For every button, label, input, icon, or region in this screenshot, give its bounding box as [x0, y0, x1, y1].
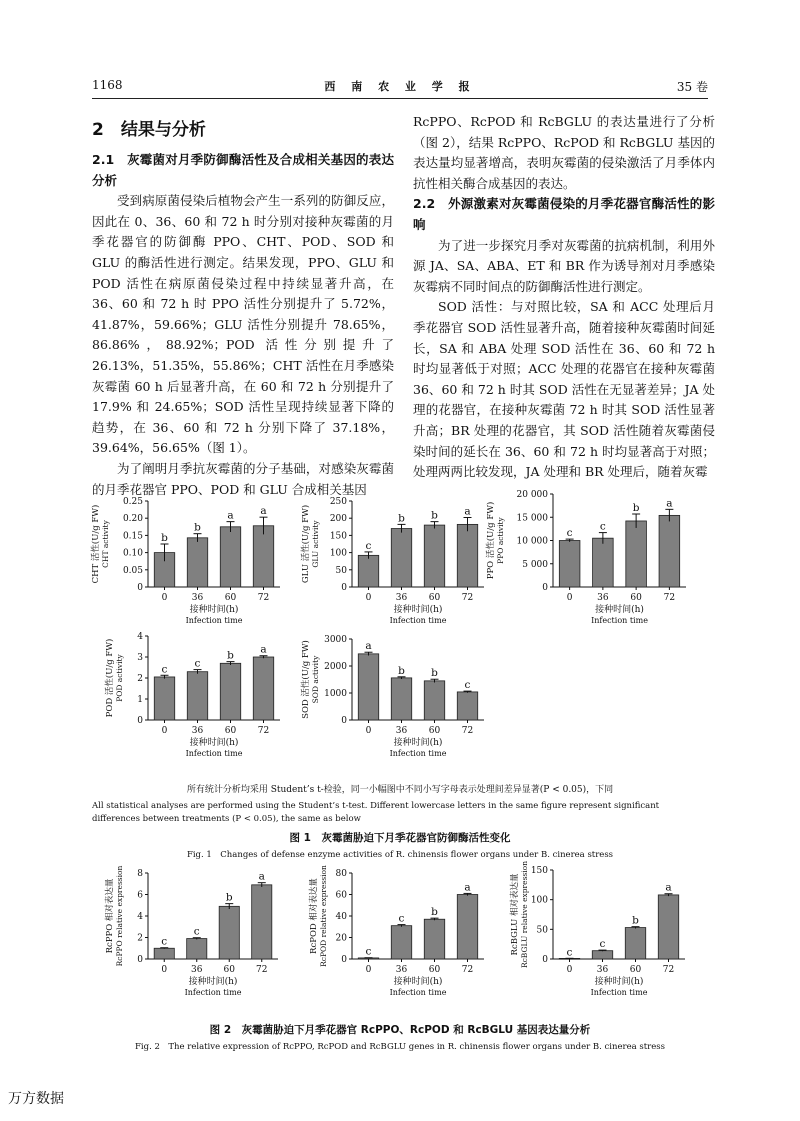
rcppo-xlabel-cn: 接种时间(h) — [188, 977, 238, 987]
rcppo-y-tick-label: 0 — [137, 955, 143, 965]
rcpod-bar — [424, 919, 444, 959]
rcbglu-sig-letter: a — [665, 881, 672, 894]
sod-x-tick-label: 36 — [395, 726, 408, 736]
glu-x-tick-label: 36 — [395, 593, 408, 603]
cht-bar — [253, 526, 273, 587]
glu-ylabel-cn: GLU 活性(U/g FW) — [301, 504, 311, 584]
cht-x-tick-label: 36 — [191, 593, 204, 603]
rcpod-bar — [391, 926, 411, 959]
rcppo-bar — [154, 948, 174, 959]
pod-sig-letter: b — [227, 649, 234, 662]
rcbglu-ylabel-cn: RcBGLU 相对表达量 — [510, 873, 520, 956]
rcpod-xlabel-cn: 接种时间(h) — [393, 977, 443, 987]
sod-bar — [457, 692, 477, 720]
paragraph: 受到病原菌侵染后植物会产生一系列的防御反应，因此在 0、36、60 和 72 h 时分别对接种灰霉菌的月季花器官的防御酶 PPO、CHT、POD、SOD 和 GLU 的酶活性进行测定。结果发现，PPO、GLU 和 POD 活性在病原菌侵染过程中持续显著升高，在 36、60 和 72 h 时 PPO 活性分别提升了 5.72%，41.87%，59.66%；GLU 活性分别提升 78.65%，86.86%，88.92%；POD 活性分别提升了 26.13%，51.35%，55.86%；CHT 活性在月季感染灰霉菌 60 h 后显著升高，在 60 和 72 h 分别提升了 17.9% 和 24.65%；SOD 活性呈现持续显著下降的趋势，在 36、60 和 72 h 分别下降了 37.18%，39.64%，56.65%（图 1）。 — [92, 193, 394, 456]
paragraph: 为了进一步探究月季对灰霉菌的抗病机制，利用外源 JA、SA、ABA、ET 和 BR 作为诱导剂对月季感染灰霉病不同时间点的防御酶活性进行测定。 — [413, 237, 715, 294]
sod-sig-letter: c — [464, 679, 471, 692]
rcpod-y-tick-label: 0 — [341, 955, 347, 965]
ppo-bar — [593, 538, 614, 587]
rcbglu-x-tick-label: 0 — [566, 965, 573, 975]
ppo-sig-letter: b — [632, 501, 640, 514]
glu-ylabel-en: GLU activity — [311, 520, 320, 568]
pod-sig-letter: c — [194, 657, 201, 670]
cht-x-tick-label: 60 — [224, 593, 237, 603]
rcppo-bar — [252, 885, 272, 959]
ppo-xlabel-cn: 接种时间(h) — [595, 605, 644, 615]
pod-x-tick-label: 36 — [191, 726, 204, 736]
rcbglu-x-tick-label: 36 — [596, 965, 609, 975]
rcbglu-y-tick-label: 150 — [530, 866, 548, 876]
cht-x-tick-label: 0 — [161, 593, 168, 603]
glu-bar — [358, 555, 378, 587]
rcppo-x-tick-label: 72 — [256, 965, 268, 975]
ppo-sig-letter: a — [666, 497, 673, 510]
rcpod-y-tick-label: 20 — [335, 933, 347, 944]
sod-sig-letter: a — [365, 640, 372, 653]
glu-x-tick-label: 72 — [461, 593, 474, 603]
ppo-xlabel-en: Infection time — [591, 616, 648, 625]
ppo-y-tick-label: 20 000 — [516, 490, 548, 500]
cht-ylabel-cn: CHT 活性(U/g FW) — [91, 504, 101, 584]
sod-ylabel-cn: SOD 活性(U/g FW) — [301, 640, 311, 719]
rcpod-ylabel-en: RcPOD relative expression — [319, 865, 328, 967]
rcbglu-bar — [625, 928, 645, 959]
cht-sig-letter: b — [161, 532, 168, 544]
glu-x-tick-label: 0 — [365, 593, 372, 603]
pod-ylabel-cn: POD 活性(U/g FW) — [105, 638, 115, 718]
footer-watermark: 万方数据 — [8, 1091, 64, 1107]
glu-sig-letter: b — [431, 509, 438, 522]
sod-bar — [358, 654, 378, 720]
fig1-note-en: All statistical analyses are performed using the Student’s t-test. Different lowercase letters in the same figure represent significant differences between treatments (P < 0.05), the same as below — [92, 801, 660, 824]
rcbglu-y-tick-label: 0 — [542, 955, 548, 965]
glu-y-tick-label: 150 — [329, 531, 347, 542]
pod-x-tick-label: 60 — [224, 726, 237, 736]
pod-xlabel-cn: 接种时间(h) — [189, 738, 239, 748]
ppo-sig-letter: c — [599, 520, 606, 533]
rcpod-ylabel-cn: RcPOD 相对表达量 — [309, 878, 319, 954]
rcppo-sig-letter: c — [193, 925, 200, 938]
sod-bar — [424, 681, 444, 720]
rcbglu-xlabel-en: Infection time — [590, 988, 648, 997]
cht-xlabel-cn: 接种时间(h) — [189, 605, 239, 615]
fig2-title-cn: 图 2 灰霉菌胁迫下月季花器官 RcPPO、RcPOD 和 RcBGLU 基因表达量分析 — [209, 1024, 591, 1036]
pod-sig-letter: c — [161, 663, 168, 676]
pod-ylabel-en: POD activity — [115, 654, 124, 702]
rcpod-y-tick-label: 60 — [335, 890, 347, 901]
rcbglu-y-tick-label: 100 — [530, 895, 548, 906]
cht-y-tick-label: 0 — [137, 583, 143, 593]
sod-x-tick-label: 72 — [461, 726, 474, 736]
ppo-y-tick-label: 15 000 — [516, 513, 548, 524]
paragraph: 为了阐明月季抗灰霉菌的分子基础，对感染灰霉菌的月季花器官 PPO、POD 和 GLU 合成相关基因 — [92, 460, 394, 497]
rcpod-sig-letter: c — [398, 912, 405, 925]
rcbglu-bar — [658, 895, 678, 959]
cht-xlabel-en: Infection time — [185, 616, 243, 625]
sod-xlabel-cn: 接种时间(h) — [393, 738, 443, 748]
glu-y-tick-label: 0 — [341, 583, 347, 593]
rcbglu-sig-letter: c — [599, 938, 606, 951]
cht-bar — [187, 538, 207, 587]
sod-x-tick-label: 60 — [428, 726, 441, 736]
paragraph: SOD 活性：与对照比较，SA 和 ACC 处理后月季花器官 SOD 活性显著升高，随着接种灰霉菌时间延长，SA 和 ABA 处理 SOD 活性在 36、60 和 72 h 时均显著低于对照；ACC 处理的花器官在接种灰霉菌 36、60 和 72 h 时其 SOD 活性在无显著差异；JA 处理的花器官，在接种灰霉菌 72 h 时其 SOD 活性显著升高；BR 处理的花器官，其 SOD 活性随着灰霉菌侵染时间的延长在 36、60 和 72 h 时均显著高于对照；处理两两比较发现，JA 处理和 BR 处理后，随着灰霉 — [413, 299, 715, 480]
sod-sig-letter: b — [398, 664, 405, 677]
ppo-x-tick-label: 60 — [630, 593, 642, 603]
ppo-bar — [659, 515, 680, 587]
rcppo-ylabel-cn: RcPPO 相对表达量 — [105, 878, 115, 954]
section-heading: 2 结果与分析 — [92, 120, 206, 140]
cht-sig-letter: a — [227, 509, 234, 522]
rcppo-x-tick-label: 60 — [223, 965, 235, 975]
pod-y-tick-label: 0 — [137, 716, 143, 726]
left-column — [92, 112, 394, 500]
rcbglu-y-tick-label: 50 — [536, 925, 548, 936]
pod-bar — [220, 663, 240, 720]
glu-bar — [457, 524, 477, 587]
glu-bar — [424, 525, 444, 587]
rcpod-sig-letter: a — [464, 881, 471, 894]
ppo-y-tick-label: 0 — [542, 583, 548, 593]
rcbglu-x-tick-label: 60 — [629, 965, 642, 975]
cht-sig-letter: a — [260, 505, 267, 518]
ppo-y-tick-label: 5 000 — [522, 559, 548, 570]
rcbglu-xlabel-cn: 接种时间(h) — [594, 977, 644, 987]
ppo-x-tick-label: 0 — [566, 593, 573, 603]
sod-xlabel-en: Infection time — [389, 749, 447, 758]
cht-sig-letter: b — [194, 521, 201, 534]
sod-sig-letter: b — [431, 667, 438, 680]
pod-y-tick-label: 4 — [137, 632, 143, 642]
cht-y-tick-label: 0.20 — [122, 514, 143, 525]
glu-sig-letter: c — [365, 539, 372, 552]
pod-sig-letter: a — [260, 643, 267, 656]
pod-bar — [253, 657, 273, 720]
page-number: 1168 — [92, 78, 123, 92]
ppo-bar — [626, 521, 647, 587]
sod-bar — [391, 678, 411, 720]
glu-sig-letter: b — [398, 512, 405, 525]
cht-x-tick-label: 72 — [257, 593, 270, 603]
pod-y-tick-label: 2 — [137, 674, 143, 684]
cht-y-tick-label: 0.05 — [122, 565, 143, 576]
rcpod-x-tick-label: 60 — [428, 965, 441, 975]
glu-y-tick-label: 250 — [329, 497, 347, 507]
glu-xlabel-en: Infection time — [389, 616, 447, 625]
rcppo-bar — [187, 939, 207, 959]
sod-y-tick-label: 1000 — [324, 689, 347, 699]
glu-sig-letter: a — [464, 505, 471, 518]
cht-bar — [220, 527, 240, 587]
ppo-x-tick-label: 36 — [597, 593, 609, 603]
fig1-title-cn: 图 1 灰霉菌胁迫下月季花器官防御酶活性变化 — [289, 832, 511, 844]
pod-y-tick-label: 1 — [137, 695, 143, 705]
rcppo-y-tick-label: 6 — [137, 890, 143, 901]
sod-y-tick-label: 0 — [341, 716, 347, 726]
pod-xlabel-en: Infection time — [185, 749, 243, 758]
pod-x-tick-label: 0 — [161, 726, 168, 736]
volume: 35 卷 — [676, 80, 708, 94]
rcbglu-bar — [592, 951, 612, 959]
glu-y-tick-label: 200 — [329, 514, 347, 525]
rcppo-y-tick-label: 4 — [137, 912, 143, 922]
rcbglu-sig-letter: c — [566, 946, 573, 959]
rcpod-x-tick-label: 72 — [461, 965, 474, 975]
rcpod-xlabel-en: Infection time — [389, 988, 447, 997]
rcppo-sig-letter: b — [225, 891, 233, 904]
rcpod-sig-letter: c — [365, 945, 372, 958]
rcpod-bar — [457, 895, 477, 960]
pod-y-tick-label: 3 — [137, 653, 143, 663]
glu-y-tick-label: 50 — [335, 565, 347, 576]
rcppo-ylabel-en: RcPPO relative expression — [115, 865, 124, 967]
cht-bar — [154, 553, 174, 587]
rcppo-x-tick-label: 36 — [191, 965, 203, 975]
ppo-y-tick-label: 10 000 — [516, 536, 548, 547]
rcbglu-ylabel-en: RcBGLU relative expression — [520, 860, 529, 969]
rcpod-x-tick-label: 0 — [365, 965, 372, 975]
subsection-heading-2-2: 2.2 外源激素对灰霉菌侵染的月季花器官酶活性的影响 — [413, 196, 715, 232]
rcppo-x-tick-label: 0 — [161, 965, 168, 975]
rcppo-bar — [219, 906, 239, 959]
glu-x-tick-label: 60 — [428, 593, 441, 603]
rcppo-xlabel-en: Infection time — [184, 988, 242, 997]
rcpod-bar — [358, 958, 378, 959]
glu-y-tick-label: 100 — [329, 548, 347, 559]
rcbglu-bar — [559, 958, 579, 959]
rcppo-y-tick-label: 8 — [137, 869, 143, 879]
cht-ylabel-en: CHT activity — [101, 520, 110, 568]
rcpod-y-tick-label: 80 — [335, 869, 347, 879]
cht-y-tick-label: 0.25 — [122, 497, 143, 507]
cht-y-tick-label: 0.10 — [122, 548, 143, 559]
ppo-ylabel-en: PPO activity — [496, 517, 505, 564]
sod-ylabel-en: SOD activity — [311, 655, 320, 704]
sod-y-tick-label: 2000 — [324, 662, 347, 672]
ppo-x-tick-label: 72 — [663, 593, 676, 603]
rcppo-y-tick-label: 2 — [137, 933, 143, 944]
subsection-heading-2-1: 2.1 灰霉菌对月季防御酶活性及合成相关基因的表达分析 — [92, 152, 394, 188]
ppo-sig-letter: c — [566, 527, 573, 540]
right-column — [413, 112, 715, 483]
paragraph: RcPPO、RcPOD 和 RcBGLU 的表达量进行了分析（图 2），结果 RcPPO、RcPOD 和 RcBGLU 基因的表达量均显著增高，表明灰霉菌的侵染激活了月季体内抗性相关酶合成基因的表达。 — [413, 114, 715, 191]
sod-x-tick-label: 0 — [365, 726, 372, 736]
rcbglu-sig-letter: b — [632, 914, 639, 927]
ppo-bar — [559, 541, 580, 588]
fig1-title-en: Fig. 1 Changes of defense enzyme activities of R. chinensis flower organs under B. cinerea stress — [186, 850, 614, 860]
pod-x-tick-label: 72 — [257, 726, 270, 736]
glu-xlabel-cn: 接种时间(h) — [393, 605, 443, 615]
cht-y-tick-label: 0.15 — [122, 531, 143, 542]
rcbglu-x-tick-label: 72 — [662, 965, 675, 975]
glu-bar — [391, 529, 411, 587]
sod-y-tick-label: 3000 — [324, 635, 347, 645]
rcpod-y-tick-label: 40 — [335, 912, 347, 922]
ppo-ylabel-cn: PPO 活性(U/g FW) — [486, 501, 496, 580]
rcpod-x-tick-label: 36 — [395, 965, 408, 975]
running-header — [92, 76, 708, 99]
fig1-note-cn: 所有统计分析均采用 Student’s t-检验，同一小幅图中不同小写字母表示处理间差异显著(P < 0.05)，下同 — [186, 785, 614, 795]
pod-bar — [154, 677, 174, 720]
rcpod-sig-letter: b — [431, 906, 438, 919]
rcppo-sig-letter: c — [161, 935, 168, 948]
journal-name: 西 南 农 业 学 报 — [324, 80, 476, 93]
pod-bar — [187, 672, 207, 720]
rcppo-sig-letter: a — [258, 870, 265, 883]
fig2-title-en: Fig. 2 The relative expression of RcPPO, RcPOD and RcBGLU genes in R. chinensis flower organs under B. cinerea stress — [135, 1042, 665, 1052]
